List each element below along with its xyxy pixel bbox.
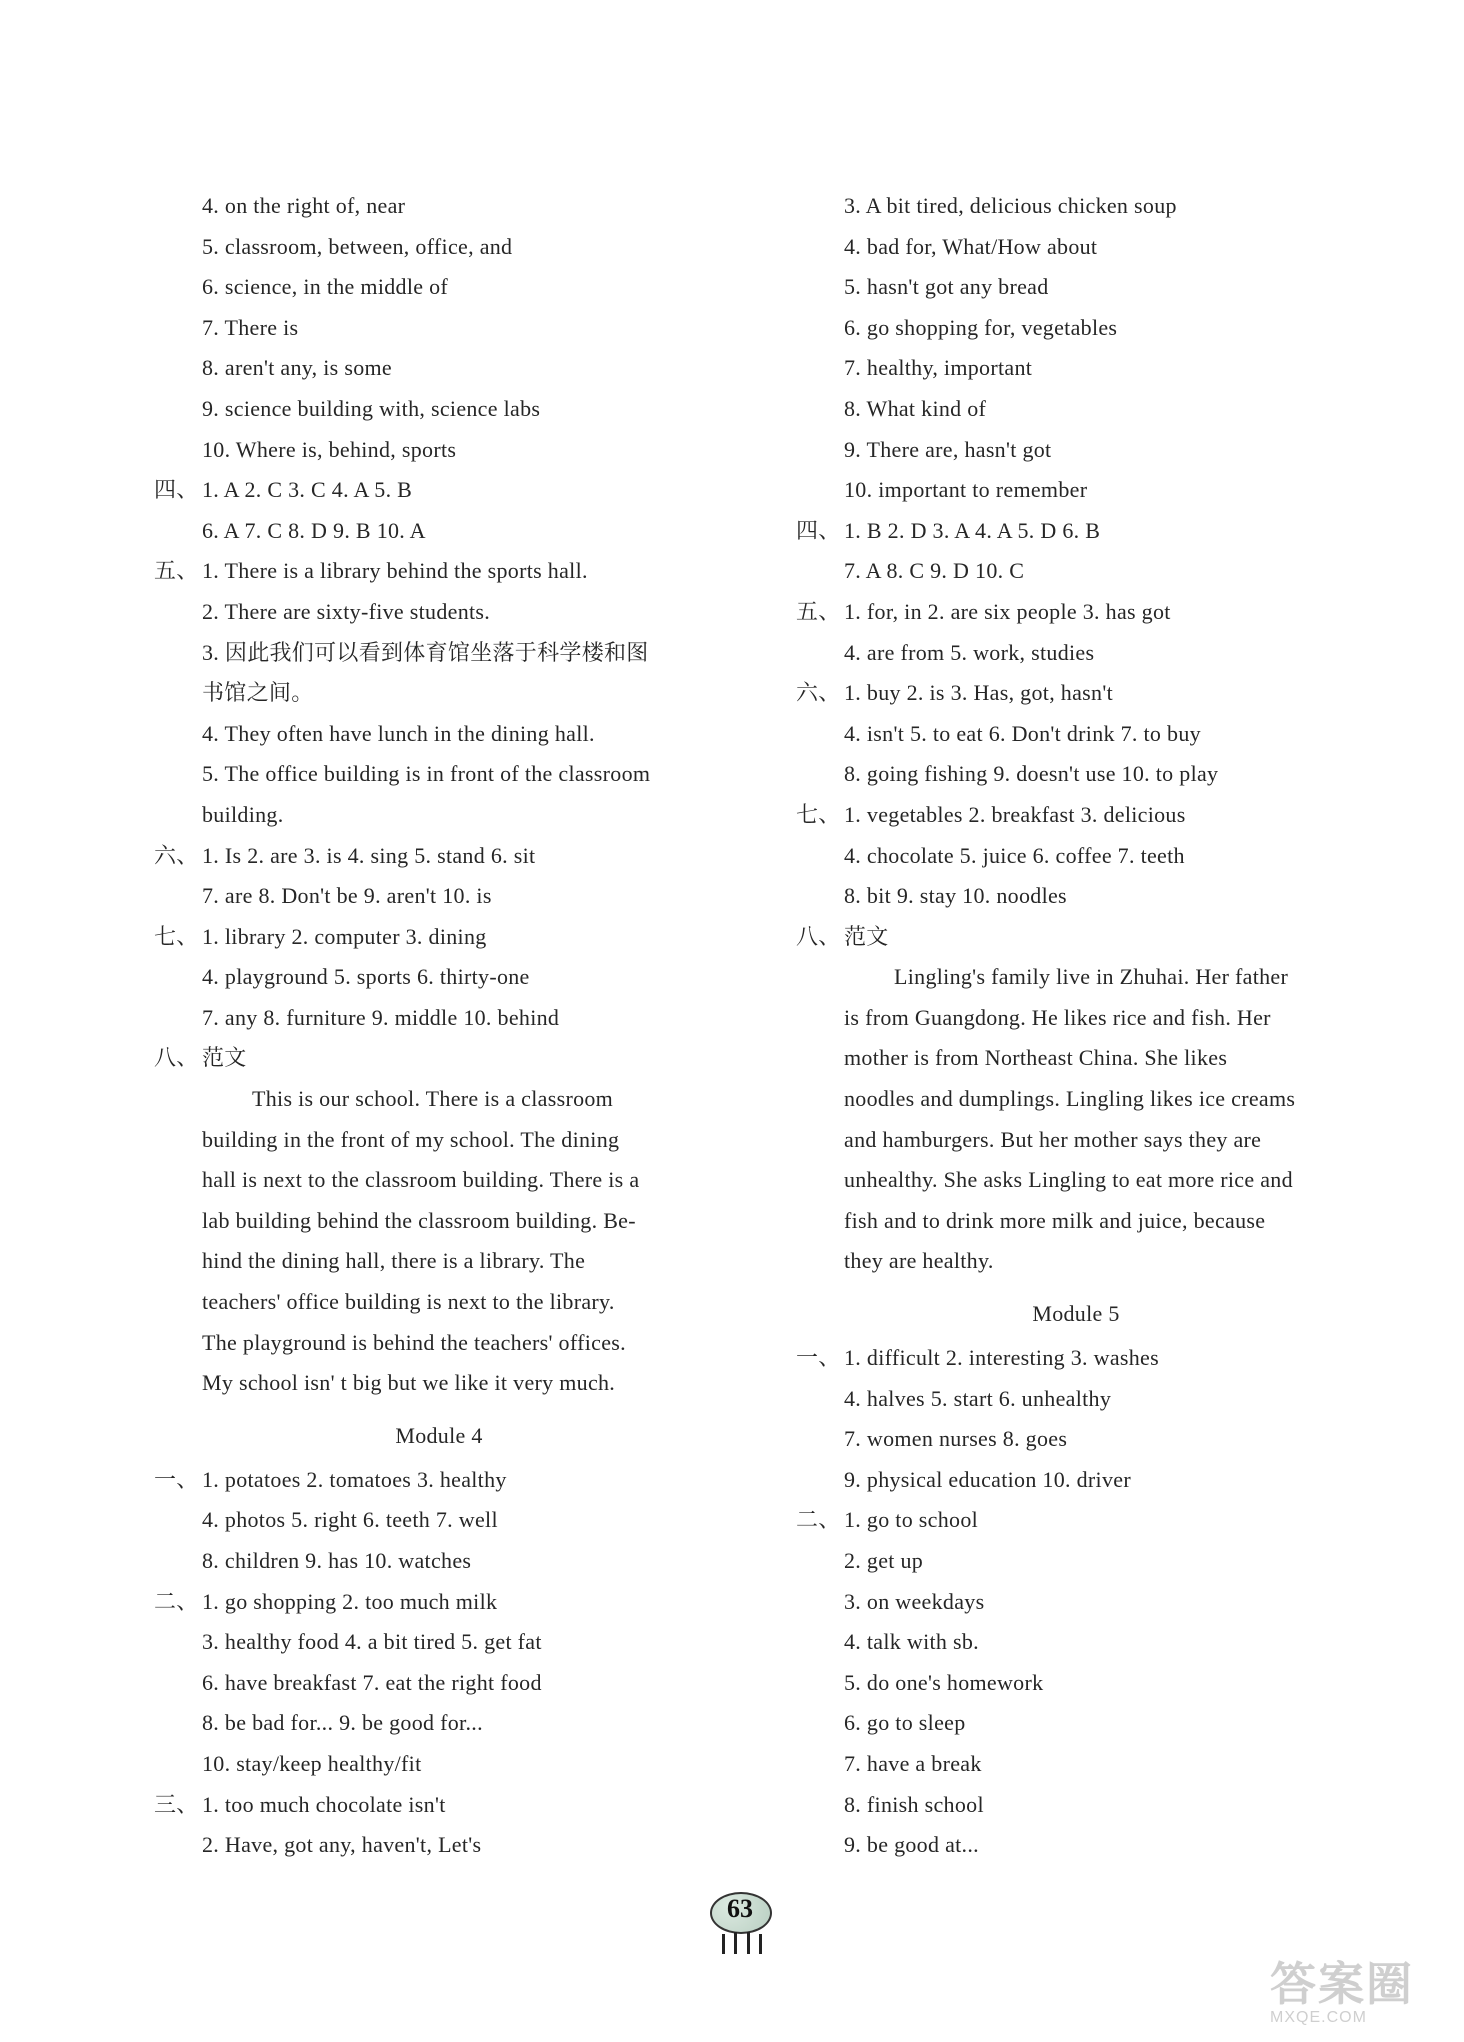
- answer-line: 8. What kind of: [844, 395, 987, 421]
- answer-line: 7. women nurses 8. goes: [844, 1426, 1068, 1452]
- essay-line: My school isn' t big but we like it very much.: [202, 1370, 616, 1396]
- section-marker: 一、: [154, 1466, 199, 1492]
- answer-line: 10. stay/keep healthy/fit: [202, 1750, 422, 1776]
- answer-line: 10. Where is, behind, sports: [202, 436, 457, 462]
- answer-line: 2. Have, got any, haven't, Let's: [202, 1832, 482, 1858]
- section-answer-line: [154, 551, 724, 592]
- answer-line: 8. bit 9. stay 10. noodles: [844, 883, 1067, 909]
- answer-line: 3. healthy food 4. a bit tired 5. get fat: [202, 1629, 542, 1655]
- answer-line: 8. finish school: [844, 1791, 984, 1817]
- section-marker: 二、: [796, 1507, 841, 1533]
- section-answer-line: [796, 917, 1356, 958]
- answer-text: 1. for, in 2. are six people 3. has got: [844, 598, 1171, 624]
- answer-text: 1. difficult 2. interesting 3. washes: [844, 1345, 1159, 1371]
- essay-line: and hamburgers. But her mother says they are: [844, 1126, 1262, 1152]
- essay-line: hall is next to the classroom building. There is a: [202, 1167, 640, 1193]
- answer-line: 7. have a break: [844, 1750, 982, 1776]
- section-marker: 四、: [796, 517, 841, 543]
- answer-text: 1. library 2. computer 3. dining: [202, 923, 487, 949]
- essay-line: noodles and dumplings. Lingling likes ice creams: [844, 1086, 1296, 1112]
- answer-line: 7. There is: [202, 314, 299, 340]
- answer-text: 1. go shopping 2. too much milk: [202, 1588, 498, 1614]
- essay-line: unhealthy. She asks Lingling to eat more rice and: [844, 1167, 1293, 1193]
- section-marker: 一、: [796, 1345, 841, 1371]
- answer-line: 10. important to remember: [844, 477, 1088, 503]
- answer-line: 6. go shopping for, vegetables: [844, 314, 1118, 340]
- answer-text: 1. B 2. D 3. A 4. A 5. D 6. B: [844, 517, 1101, 543]
- answer-line: 4. isn't 5. to eat 6. Don't drink 7. to buy: [844, 720, 1201, 746]
- essay-line: teachers' office building is next to the library.: [202, 1289, 615, 1315]
- section-marker: 七、: [796, 801, 841, 827]
- right-column: [796, 186, 1356, 1866]
- section-answer-line: [154, 1460, 724, 1501]
- answer-line: 5. classroom, between, office, and: [202, 233, 513, 259]
- section-answer-line: [796, 795, 1356, 836]
- answer-text: 范文: [844, 923, 889, 949]
- answer-line: 5. do one's homework: [844, 1669, 1044, 1695]
- answer-line: 4. chocolate 5. juice 6. coffee 7. teeth: [844, 842, 1185, 868]
- section-marker: 八、: [154, 1045, 199, 1071]
- section-answer-line: [154, 1785, 724, 1826]
- module-heading: Module 4: [395, 1422, 483, 1448]
- section-marker: 八、: [796, 923, 841, 949]
- answer-line: building.: [202, 801, 284, 827]
- section-marker: 五、: [796, 598, 841, 624]
- essay-line: This is our school. There is a classroom: [252, 1086, 614, 1112]
- left-column: [154, 186, 724, 1866]
- watermark-title: 答案圈: [1270, 1958, 1414, 2010]
- section-marker: 四、: [154, 477, 199, 503]
- answer-line: 7. A 8. C 9. D 10. C: [844, 558, 1025, 584]
- section-answer-line: [796, 1500, 1356, 1541]
- section-answer-line: [154, 836, 724, 877]
- essay-line: Lingling's family live in Zhuhai. Her father: [894, 964, 1289, 990]
- essay-line: fish and to drink more milk and juice, because: [844, 1207, 1266, 1233]
- answer-line: 9. science building with, science labs: [202, 395, 541, 421]
- answer-line: 4. are from 5. work, studies: [844, 639, 1095, 665]
- answer-line: 4. halves 5. start 6. unhealthy: [844, 1385, 1112, 1411]
- answer-text: 1. potatoes 2. tomatoes 3. healthy: [202, 1466, 507, 1492]
- section-answer-line: [154, 1582, 724, 1623]
- answer-line: 2. There are sixty-five students.: [202, 598, 491, 624]
- tree-decoration-icon: [714, 1932, 770, 1956]
- answer-line: 6. A 7. C 8. D 9. B 10. A: [202, 517, 426, 543]
- answer-text: 1. too much chocolate isn't: [202, 1791, 446, 1817]
- answer-line: 6. science, in the middle of: [202, 274, 449, 300]
- answer-line: 4. photos 5. right 6. teeth 7. well: [202, 1507, 498, 1533]
- answer-line: 3. 因此我们可以看到体育馆坐落于科学楼和图: [202, 639, 649, 665]
- essay-line: they are healthy.: [844, 1248, 994, 1274]
- section-answer-line: [796, 1338, 1356, 1379]
- section-answer-line: [796, 511, 1356, 552]
- page-number-badge: [700, 1888, 780, 1948]
- essay-line: The playground is behind the teachers' offices.: [202, 1329, 626, 1355]
- watermark-url: MXQE.COM: [1270, 2009, 1367, 2026]
- answer-line: 7. healthy, important: [844, 355, 1033, 381]
- section-marker: 六、: [154, 842, 199, 868]
- answer-line: 3. A bit tired, delicious chicken soup: [844, 193, 1177, 218]
- essay-line: lab building behind the classroom building. Be-: [202, 1207, 636, 1233]
- answer-line: 7. are 8. Don't be 9. aren't 10. is: [202, 883, 492, 909]
- answer-line: 4. on the right of, near: [202, 193, 406, 218]
- section-marker: 三、: [154, 1791, 199, 1817]
- section-answer-line: [154, 1038, 724, 1079]
- watermark-logo: [1270, 1960, 1460, 2030]
- essay-line: hind the dining hall, there is a library. The: [202, 1248, 586, 1274]
- answer-text: 1. A 2. C 3. C 4. A 5. B: [202, 477, 413, 503]
- page-number: 63: [727, 1894, 753, 1923]
- answer-line: 3. on weekdays: [844, 1588, 985, 1614]
- section-answer-line: [154, 917, 724, 958]
- answer-line: 9. There are, hasn't got: [844, 436, 1052, 462]
- answer-line: 8. going fishing 9. doesn't use 10. to play: [844, 761, 1219, 787]
- section-marker: 二、: [154, 1588, 199, 1614]
- answer-line: 6. go to sleep: [844, 1710, 966, 1736]
- essay-line: building in the front of my school. The dining: [202, 1126, 620, 1152]
- answer-line: 5. The office building is in front of the classroom: [202, 761, 651, 787]
- answer-line: 6. have breakfast 7. eat the right food: [202, 1669, 542, 1695]
- answer-line: 4. playground 5. sports 6. thirty-one: [202, 964, 530, 990]
- section-answer-line: [796, 592, 1356, 633]
- module-heading: Module 5: [1032, 1301, 1120, 1327]
- answer-line: 4. talk with sb.: [844, 1629, 979, 1655]
- answer-line: 2. get up: [844, 1548, 924, 1573]
- answer-line: 8. be bad for... 9. be good for...: [202, 1710, 483, 1736]
- answer-text: 1. go to school: [844, 1507, 979, 1533]
- section-answer-line: [796, 673, 1356, 714]
- answer-line: 8. aren't any, is some: [202, 355, 392, 381]
- section-marker: 七、: [154, 923, 199, 949]
- answer-line: 4. bad for, What/How about: [844, 233, 1098, 259]
- answer-line: 书馆之间。: [202, 680, 314, 706]
- answer-text: 1. vegetables 2. breakfast 3. delicious: [844, 801, 1186, 827]
- answer-text: 1. There is a library behind the sports hall.: [202, 558, 588, 584]
- answer-text: 1. Is 2. are 3. is 4. sing 5. stand 6. sit: [202, 842, 536, 868]
- answer-line: 5. hasn't got any bread: [844, 274, 1049, 300]
- section-answer-line: [154, 470, 724, 511]
- section-marker: 六、: [796, 680, 841, 706]
- answer-text: 范文: [202, 1045, 247, 1071]
- essay-line: is from Guangdong. He likes rice and fish. Her: [844, 1004, 1271, 1030]
- answer-line: 9. physical education 10. driver: [844, 1466, 1131, 1492]
- answer-text: 1. buy 2. is 3. Has, got, hasn't: [844, 680, 1114, 706]
- section-marker: 五、: [154, 558, 199, 584]
- answer-line: 4. They often have lunch in the dining hall.: [202, 720, 595, 746]
- answer-line: 8. children 9. has 10. watches: [202, 1548, 472, 1573]
- answer-line: 7. any 8. furniture 9. middle 10. behind: [202, 1004, 560, 1030]
- answer-line: 9. be good at...: [844, 1832, 979, 1858]
- essay-line: mother is from Northeast China. She likes: [844, 1045, 1228, 1071]
